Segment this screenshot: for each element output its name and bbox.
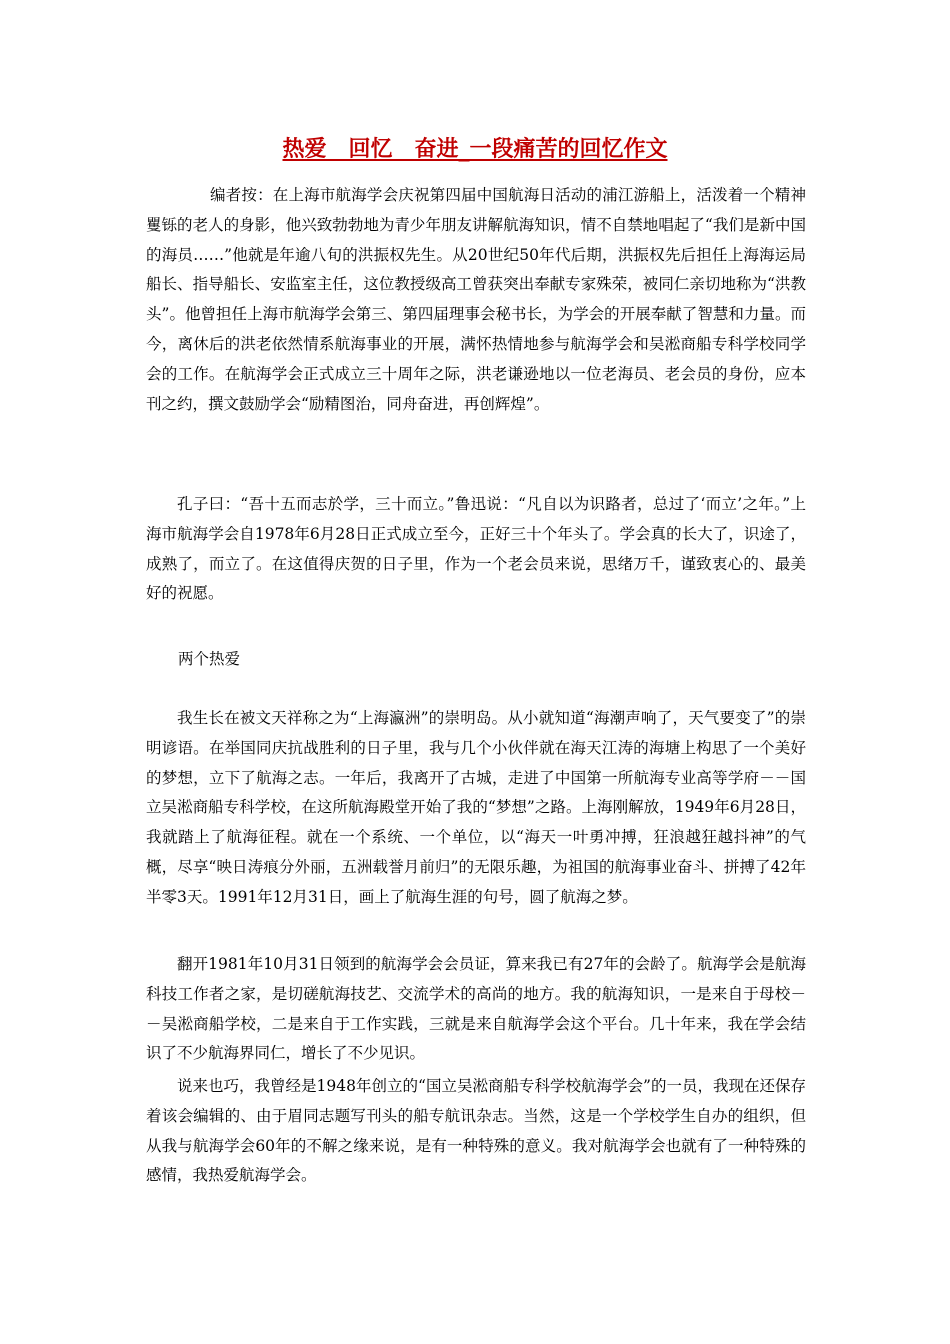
confucius-paragraph: 孔子曰：“吾十五而志於学，三十而立。”鲁迅说：“凡自以为识路者，总过了‘而立’之年。”上海市航海学会自1978年6月28日正式成立至今，正好三十个年头了。学会真的长大了，识途了，成熟了，而立了。在这值得庆贺的日子里，作为一个老会员来说，思绪万千，谨致衷心的、最美好的祝愿。 <box>146 495 806 603</box>
editor-note-paragraph: 编者按：在上海市航海学会庆祝第四届中国航海日活动的浦江游船上，活泼着一个精神矍铄的老人的身影，他兴致勃勃地为青少年朋友讲解航海知识，情不自禁地唱起了“我们是新中国的海员……”他就是年逾八旬的洪振权先生。从20世纪50年代后期，洪振权先后担任上海海运局船长、指导船长、安监室主任，这位教授级高工曾获突出奉献专家殊荣，被同仁亲切地称为“洪教头”。他曾担任上海市航海学会第三、第四届理事会秘书长，为学会的开展奉献了智慧和力量。而今，离休后的洪老依然情系航海事业的开展，满怀热情地参与航海学会和吴淞商船专科学校同学会的工作。在航海学会正式成立三十周年之际，洪老谦逊地以一位老海员、老会员的身份，应本刊之约，撰文鼓励学会“励精图治，同舟奋进，再创辉煌”。 <box>146 186 806 413</box>
page-title: 热爱 回忆 奋进_一段痛苦的回忆作文 <box>282 137 668 162</box>
coincidence-paragraph: 说来也巧，我曾经是1948年创立的“国立吴淞商船专科学校航海学会”的一员，我现在还保存着该会编辑的、由于眉同志题写刊头的船专航讯杂志。当然，这是一个学校学生自办的组织，但从我与航海学会60年的不解之缘来说，是有一种特殊的意义。我对航海学会也就有了一种特殊的感情，我热爱航海学会。 <box>146 1077 806 1185</box>
membership-paragraph: 翻开1981年10月31日领到的航海学会会员证，算来我已有27年的会龄了。航海学会是航海科技工作者之家，是切磋航海技艺、交流学术的高尚的地方。我的航海知识，一是来自于母校－－吴淞商船学校，二是来自于工作实践，三就是来自航海学会这个平台。几十年来，我在学会结识了不少航海界同仁，增长了不少见识。 <box>146 955 806 1063</box>
section-heading: 两个热爱 <box>178 650 241 668</box>
growing-up-paragraph: 我生长在被文天祥称之为“上海瀛洲”的崇明岛。从小就知道“海潮声响了，天气要变了”的崇明谚语。在举国同庆抗战胜利的日子里，我与几个小伙伴就在海天江涛的海塘上构思了一个美好的梦想，立下了航海之志。一年后，我离开了古城，走进了中国第一所航海专业高等学府－－国立吴淞商船专科学校，在这所航海殿堂开始了我的“梦想”之路。上海刚解放，1949年6月28日，我就踏上了航海征程。就在一个系统、一个单位，以“海天一叶勇冲搏，狂浪越狂越抖神”的气概，尽享“映日涛痕分外丽，五洲载誉月前归”的无限乐趣，为祖国的航海事业奋斗、拼搏了42年半零3天。1991年12月31日，画上了航海生涯的句号，圆了航海之梦。 <box>146 709 806 906</box>
